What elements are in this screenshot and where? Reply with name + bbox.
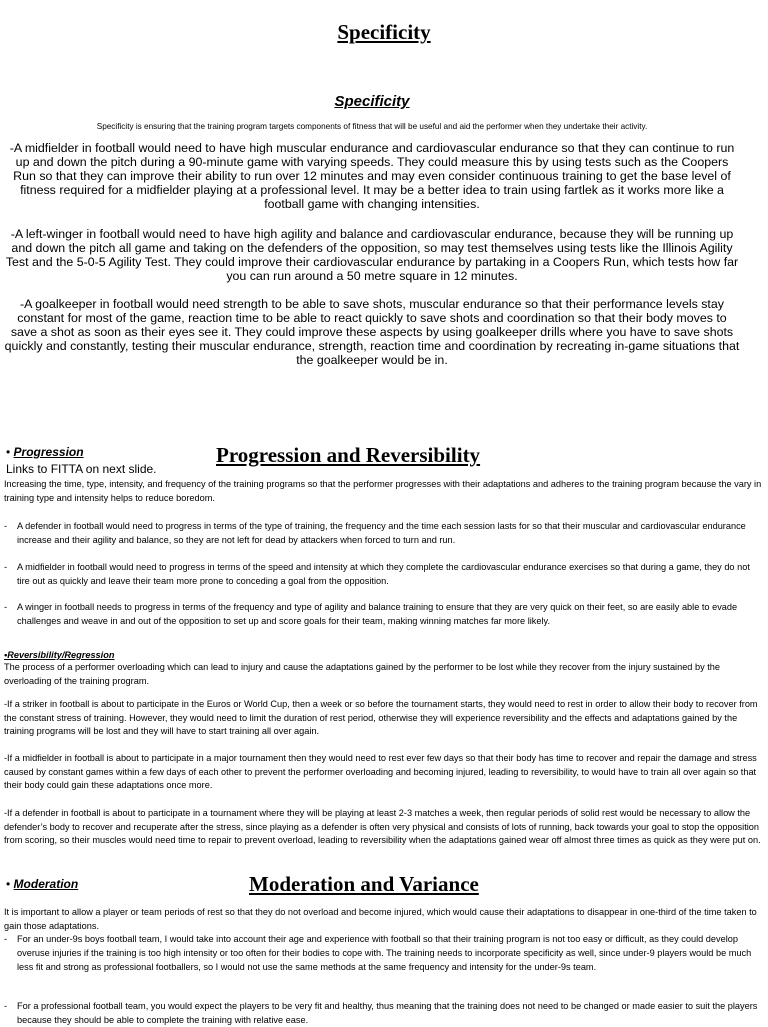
moderation-label: Moderation bbox=[13, 877, 79, 891]
progression-item-midfielder: - A midfielder in football would need to progress in terms of the speed and intensity at which they complete the cardiovascular endurance exercises so that during a game, they do not tire out as quickly and leave their team more prone to conceding a goal from the opposition. bbox=[4, 562, 750, 586]
specificity-paragraph-goalkeeper: -A goalkeeper in football would need strength to be able to save shots, muscular endurance so that their performance levels stay constant for most of the game, reaction time to be able to react quickly to save shots and coordination so that their body moves to save a shot as soon as their eyes see it. They could improve these aspects by using goalkeeper drills where you have to save shots quickly and constantly, testing their muscular endurance, strength, reaction time and coordination by recreating in-game situations that the goalkeeper would be in. bbox=[4, 297, 740, 367]
progression-item-winger: - A winger in football needs to progress in terms of the frequency and type of agility and balance training to ensure that they are very quick on their feet, so are easily able to evade challenges and weave in and out of the opposition to set up and score goals for their team, making winning matches far more likely. bbox=[4, 602, 738, 626]
moderation-item-under-9s: - For an under-9s boys football team, I would take into account their age and experience with football so that their training program is not too easy or difficult, as they could develop overuse injuries if the training is too high intensity or too often for their bodies to cope with. The training needs to incorporate specificity as well, since under-9 players would be much less fit and strong as professional footballers, so I would not use the same methods at the same frequency and intensity for the under-9s team. bbox=[4, 934, 752, 972]
bullet: • bbox=[6, 445, 11, 459]
reversibility-definition: The process of a performer overloading which can lead to injury and cause the adaptations gained by the performer to be lost while they recover from the injury sustained by the overloading of the training program. bbox=[4, 662, 721, 686]
fitta-link-note: Links to FITTA on next slide. bbox=[6, 462, 157, 476]
specificity-subtitle: Specificity bbox=[334, 93, 410, 110]
specificity-paragraph-midfielder: -A midfielder in football would need to have high muscular endurance and cardiovascular endurance so that they can continue to run up and down the pitch during a 90-minute game with varying speeds. They could measure this by using tests such as the Coopers Run so that they can improve their ability to run over 12 minutes and may even consider continuous training to get the base level of fitness required for a midfielder playing at a professional level. It may be a better idea to train using fartlek as it works more like a football game with changing intensities. bbox=[9, 141, 735, 211]
moderation-bullet-label bbox=[6, 877, 78, 891]
progression-label: Progression bbox=[13, 445, 84, 459]
reversibility-paragraph-defender: -If a defender in football is about to participate in a tournament where they will be playing at least 2-3 matches a week, then regular periods of solid rest would be necessary to allow the defender’s body to recover and recuperate after the stress, since playing as a defender is often very physical and consists of lots of running, back towards your goal to stop the opposition from scoring, so their muscles would need time to repair to prevent overload, leading to reversibility when the adaptations gained wear off almost three times as quick as they were put on. bbox=[4, 808, 761, 845]
reversibility-paragraph-striker: -If a striker in football is about to participate in the Euros or World Cup, then a week or so before the tournament starts, they would need to rest in order to allow their body to recover from the constant stress of training. However, they would need to limit the duration of rest period, otherwise they will experience reversibility and the effects and adaptations gained by the training programs will be lost and they will have to start training all over again. bbox=[4, 699, 758, 736]
reversibility-label: •Reversibility/Regression bbox=[4, 650, 115, 660]
progression-bullet-label bbox=[6, 445, 84, 459]
progression-heading: Progression and Reversibility bbox=[216, 443, 481, 467]
main-title: Specificity bbox=[337, 20, 431, 44]
specificity-intro: Specificity is ensuring that the training program targets components of fitness that will be useful and aid the performer when they undertake their activity. bbox=[96, 122, 648, 131]
moderation-heading: Moderation and Variance bbox=[249, 872, 479, 896]
bullet: • bbox=[6, 877, 11, 891]
specificity-paragraph-winger: -A left-winger in football would need to have high agility and balance and cardiovascular endurance, because they will be running up and down the pitch all game and taking on the defenders of the opposition, so may test themselves using tests like the Illinois Agility Test and the 5-0-5 Agility Test. They could improve their cardiovascular endurance by partaking in a Coopers Run, which tests how far you can run around a 50 metre square in 12 minutes. bbox=[5, 227, 739, 283]
progression-definition: Increasing the time, type, intensity, and frequency of the training programs so that the performer progresses with their adaptations and adheres to the training program because the vary in training type and intensity helps to reduce boredom. bbox=[4, 479, 762, 503]
moderation-item-professional: - For a professional football team, you would expect the players to be very fit and healthy, thus meaning that the training does not need to be changed or made easier to suit the players because they should be able to complete the training with relative ease. bbox=[4, 1001, 758, 1025]
reversibility-paragraph-midfielder: -If a midfielder in football is about to participate in a major tournament then they would need to rest ever few days so that their body has time to recover and repair the damage and stress caused by constant games within a few days of each other to prevent the performer overloading and becoming injured, leading to reversibility, to would have to train all over again so that their body could gain these adaptations once more. bbox=[4, 753, 757, 790]
moderation-definition: It is important to allow a player or team periods of rest so that they do not overload and become injured, which would cause their adaptations to disappear in one-third of the time taken to gain those adaptations. bbox=[4, 907, 757, 931]
progression-item-defender: - A defender in football would need to progress in terms of the type of training, the frequency and the time each session lasts for so that their muscular and cardiovascular endurance increase and their agility and balance, so they are not left for dead by attackers when forced to turn and run. bbox=[4, 521, 746, 545]
